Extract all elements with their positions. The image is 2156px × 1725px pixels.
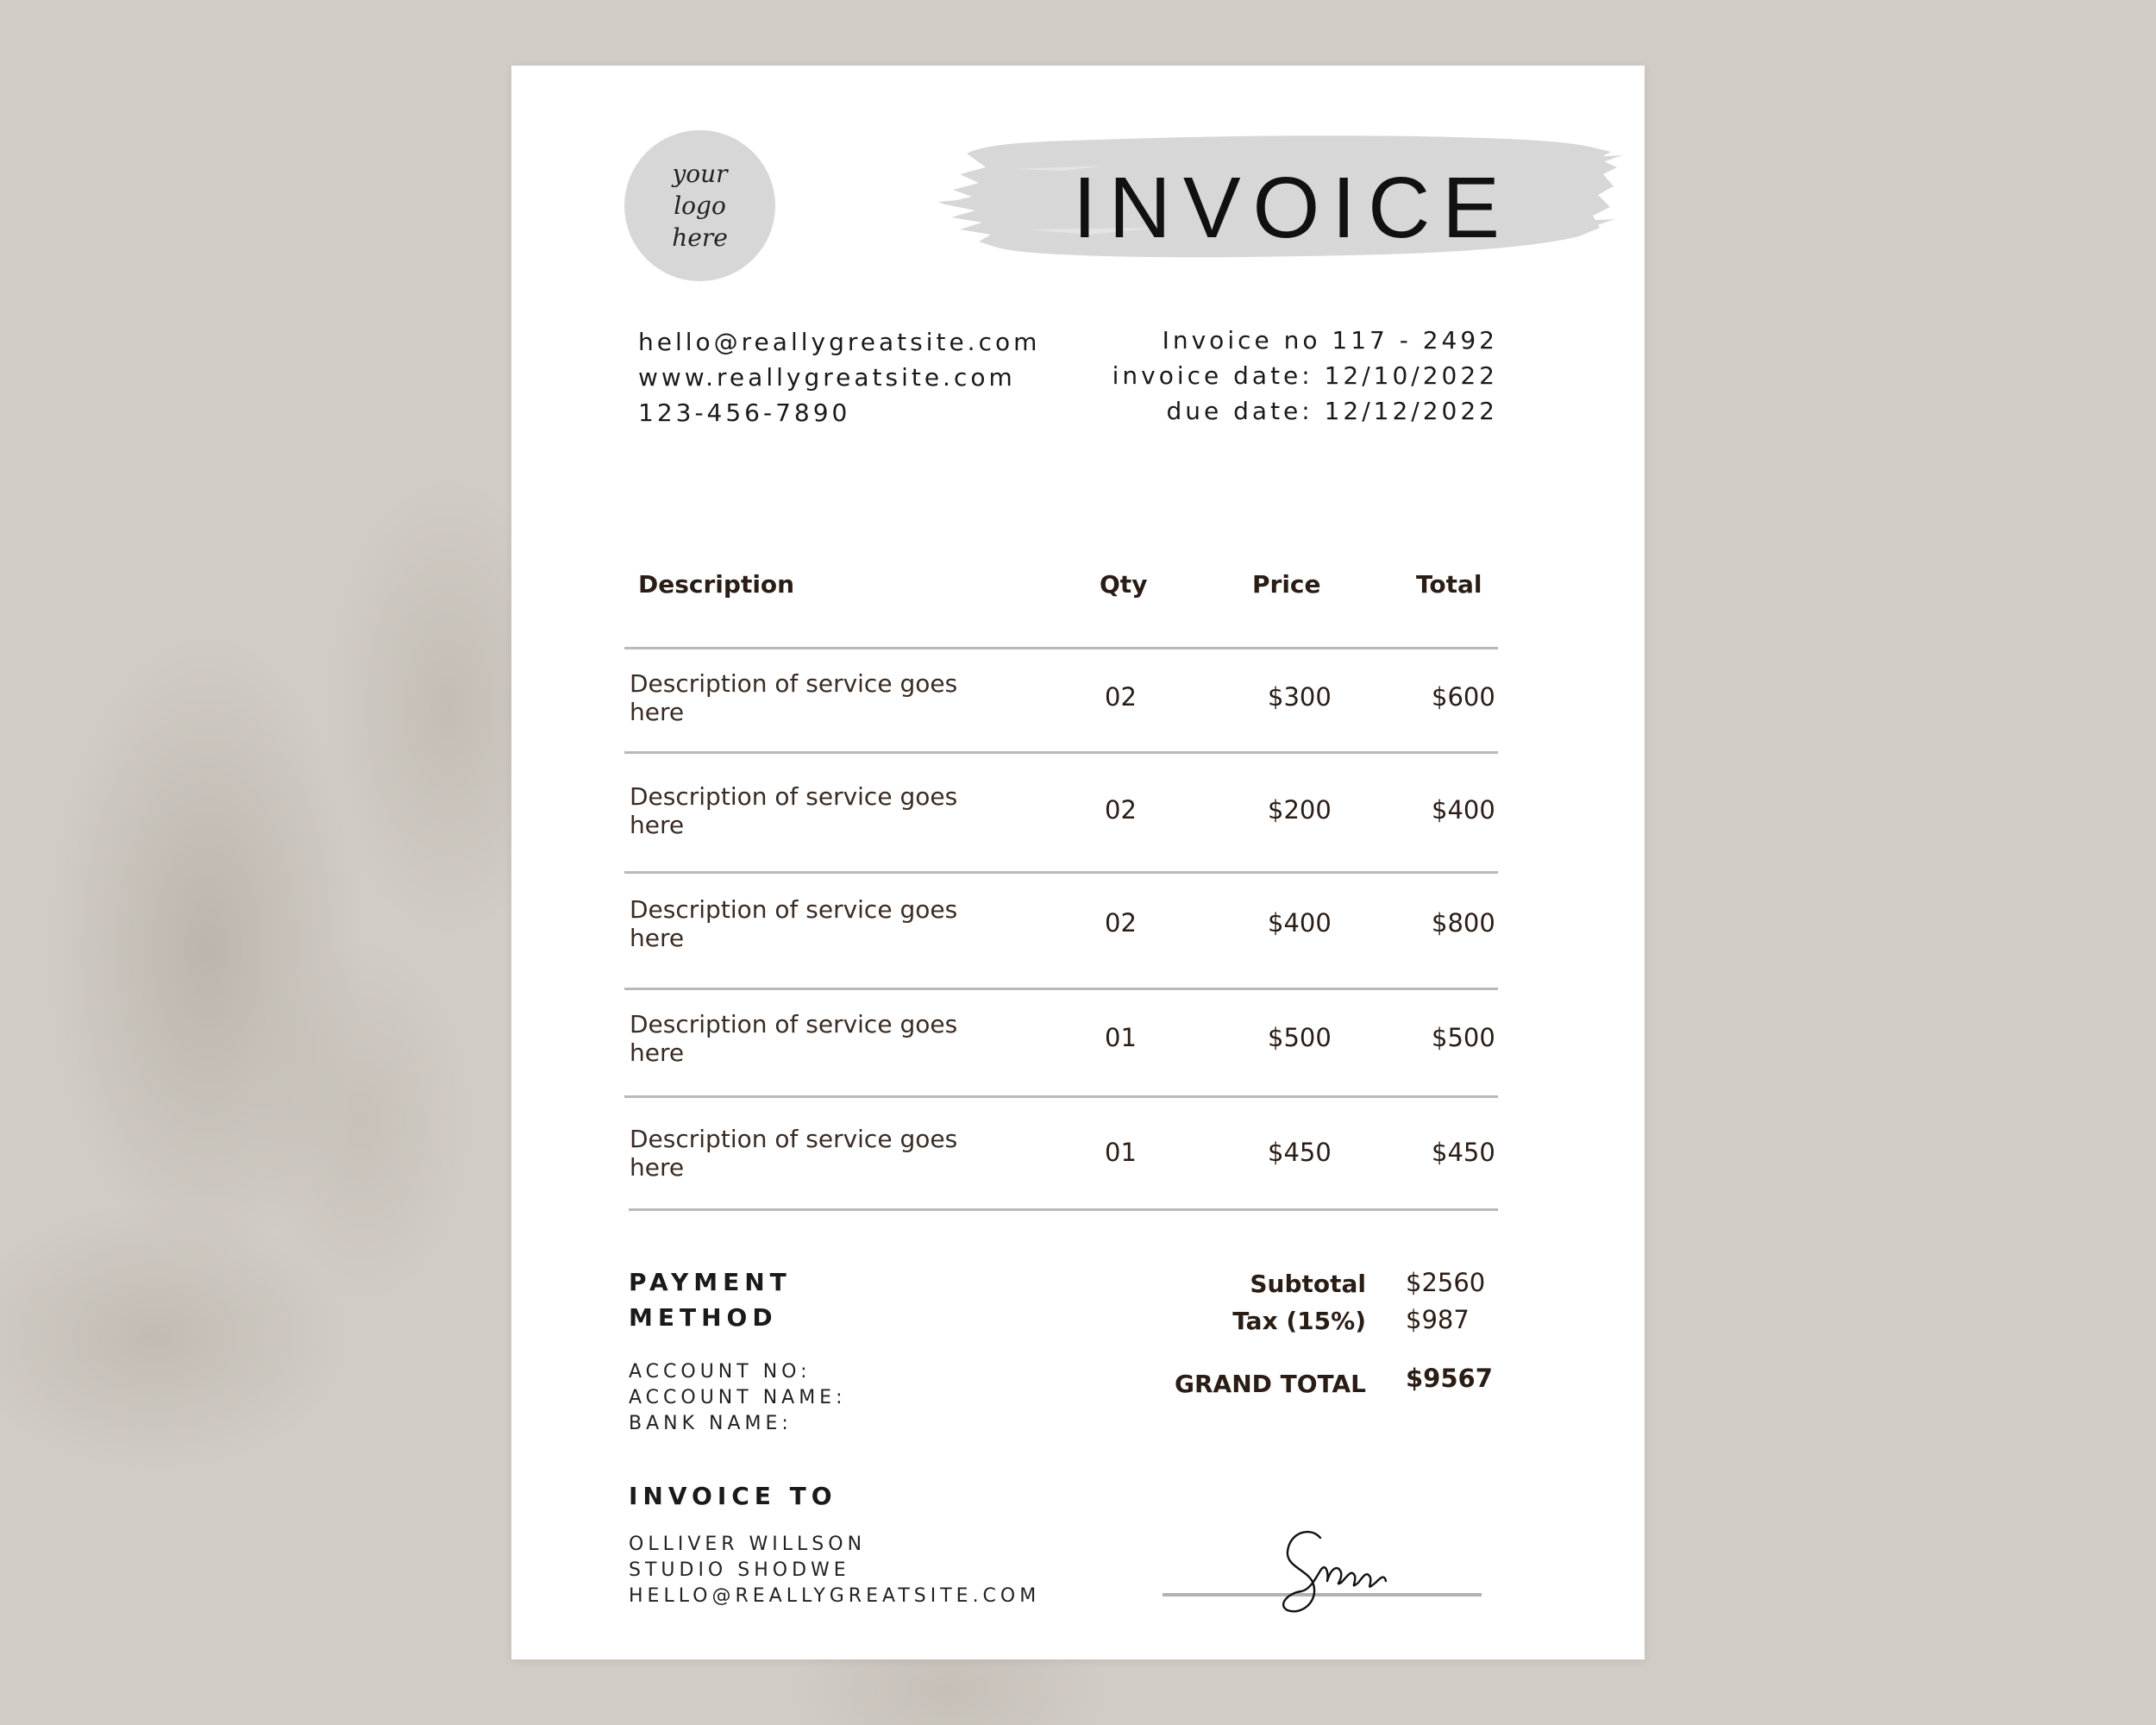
contact-website: www.reallygreatsite.com [638,363,1016,392]
row-qty: 01 [1105,1023,1137,1052]
logo-placeholder [624,130,775,281]
table-row [624,895,1498,999]
contact-email: hello@reallygreatsite.com [638,328,1041,356]
row-description: Description of service goes here [630,782,958,839]
row-qty: 02 [1105,908,1137,938]
tax-value: $987 [1406,1305,1470,1334]
row-description: Description of service goes here [630,1125,958,1182]
table-divider [624,751,1498,754]
row-price: $450 [1268,1138,1332,1167]
invoice-number: Invoice no 117 - 2492 [1162,326,1498,354]
row-price: $300 [1268,682,1332,712]
header-qty: Qty [1100,570,1148,599]
table-row [624,1010,1498,1113]
row-qty: 02 [1105,795,1137,825]
client-email: HELLO@REALLYGREATSITE.COM [629,1585,1041,1607]
row-price: $500 [1268,1023,1332,1052]
account-name-label: ACCOUNT NAME: [629,1387,847,1408]
due-date: due date: 12/12/2022 [1166,397,1498,425]
row-price: $200 [1268,795,1332,825]
invoice-to-details [629,1532,1040,1609]
table-row [624,1125,1498,1228]
row-description: Description of service goes here [630,1010,958,1067]
signature [1158,1519,1486,1622]
row-qty: 01 [1105,1138,1137,1167]
row-price: $400 [1268,908,1332,938]
account-number-label: ACCOUNT NO: [629,1361,812,1383]
row-total: $800 [1432,908,1495,938]
table-divider [624,988,1498,990]
contact-info [638,324,1040,430]
header-total: Total [1416,570,1482,599]
client-name: OLLIVER WILLSON [629,1534,867,1555]
invoice-title: INVOICE [1072,160,1512,256]
row-total: $500 [1432,1023,1495,1052]
table-divider [624,647,1498,649]
row-total: $450 [1432,1138,1495,1167]
grand-total-label: GRAND TOTAL [1175,1370,1366,1398]
table-divider [629,1208,1498,1211]
invoice-date: invoice date: 12/10/2022 [1112,361,1498,390]
subtotal-label: Subtotal [1250,1270,1366,1298]
invoice-meta [1112,323,1498,429]
row-total: $600 [1432,682,1495,712]
tax-label: Tax (15%) [1232,1307,1366,1335]
contact-phone: 123-456-7890 [638,398,851,427]
logo-text: your logo here [672,160,728,252]
grand-total-value: $9567 [1406,1364,1493,1393]
header-price: Price [1252,570,1321,599]
row-total: $400 [1432,795,1495,825]
table-divider [624,1095,1498,1098]
client-company: STUDIO SHODWE [629,1559,850,1581]
table-row [624,782,1498,886]
subtotal-value: $2560 [1406,1268,1486,1297]
payment-details [629,1359,847,1437]
table-row [624,669,1498,773]
table-divider [624,871,1498,874]
row-qty: 02 [1105,682,1137,712]
invoice-document [511,66,1645,1659]
payment-method-title: PAYMENT METHOD [629,1268,792,1332]
bank-name-label: BANK NAME: [629,1413,793,1434]
row-description: Description of service goes here [630,895,958,952]
invoice-to-title: INVOICE TO [629,1482,837,1510]
header-description: Description [638,570,795,599]
row-description: Description of service goes here [630,669,958,726]
